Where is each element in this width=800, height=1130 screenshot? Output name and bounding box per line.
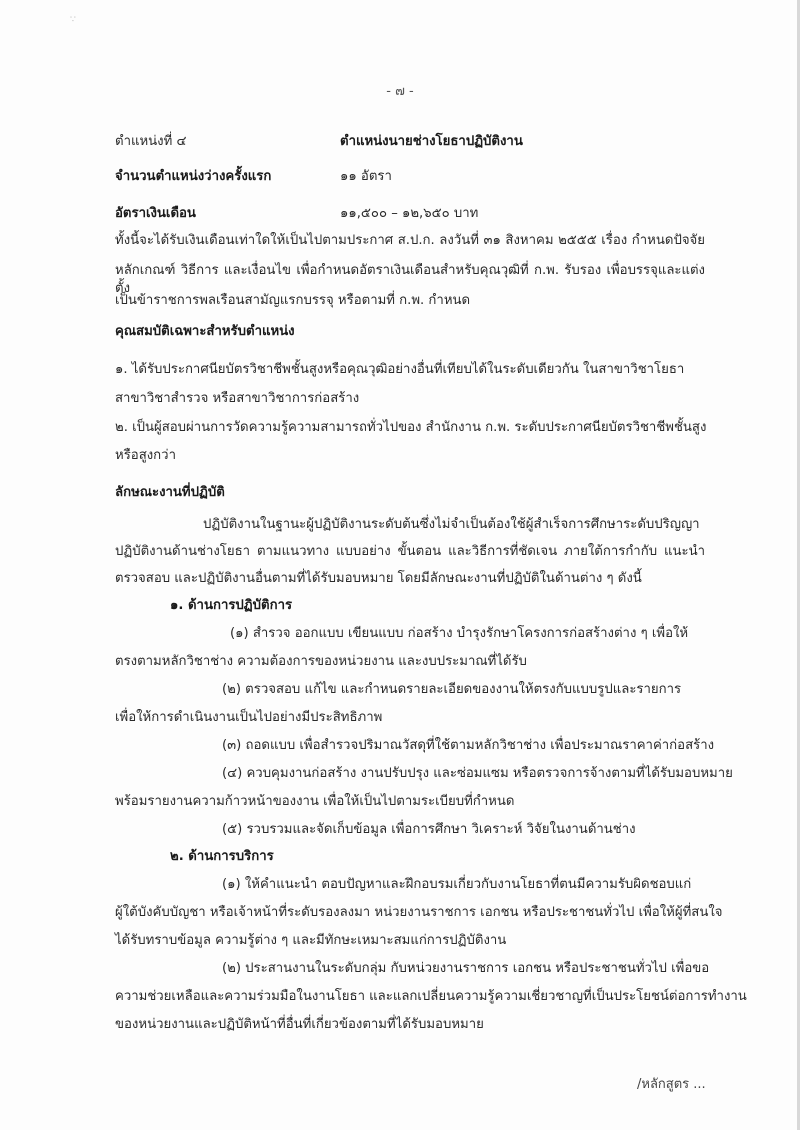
vacancies-value: ๑๑ อัตรา [340,169,392,184]
salary-label: อัตราเงินเดือน [115,206,196,221]
salary-note-line: ทั้งนี้จะได้รับเงินเดือนเท่าใดให้เป็นไปตามประกาศ ส.ป.ก. ลงวันที่ ๓๑ สิงหาคม ๒๕๕๕ เรื่อง กำหนดปัจจัย [115,233,705,248]
qualification-line: หรือสูงกว่า [115,448,176,463]
section1-line: (๕) รวบรวมและจัดเก็บข้อมูล เพื่อการศึกษา วิเคราะห์ วิจัยในงานด้านช่าง [222,822,636,837]
section1-line: (๑) สำรวจ ออกแบบ เขียนแบบ ก่อสร้าง บำรุงรักษาโครงการก่อสร้างต่าง ๆ เพื่อให้ [230,626,689,641]
section1-line: เพื่อให้การดำเนินงานเป็นไปอย่างมีประสิทธิภาพ [115,710,383,725]
page-number: - ๗ - [386,84,414,99]
section1-line: (๔) ควบคุมงานก่อสร้าง งานปรับปรุง และซ่อมแซม หรือตรวจการจ้างตามที่ได้รับมอบหมาย [222,766,733,781]
qualification-line: ๒. เป็นผู้สอบผ่านการวัดความรู้ความสามารถทั่วไปของ สำนักงาน ก.พ. ระดับประกาศนียบัตรวิชาชีพชั้นสูง [115,420,707,435]
salary-note-line: หลักเกณฑ์ วิธีการ และเงื่อนไข เพื่อกำหนดอัตราเงินเดือนสำหรับคุณวุฒิที่ ก.พ. รับรอง เพื่อบรรจุและแต่งตั้ง [115,263,705,296]
section2-line: ความช่วยเหลือและความร่วมมือในงานโยธา และแลกเปลี่ยนความรู้ความเชี่ยวชาญที่เป็นประโยชน์ต่อการทำงาน [115,989,747,1004]
section1-line: ตรงตามหลักวิชาช่าง ความต้องการของหน่วยงาน และงบประมาณที่ได้รับ [115,654,527,669]
section1-heading: ๑. ด้านการปฏิบัติการ [170,598,293,613]
qualifications-heading: คุณสมบัติเฉพาะสำหรับตำแหน่ง [115,324,295,339]
salary-note-line: เป็นข้าราชการพลเรือนสามัญแรกบรรจุ หรือตามที่ ก.พ. กำหนด [115,293,471,308]
section1-line: พร้อมรายงานความก้าวหน้าของงาน เพื่อให้เป็นไปตามระเบียบที่กำหนด [115,794,515,809]
section1-line: (๒) ตรวจสอบ แก้ไข และกำหนดรายละเอียดของงานให้ตรงกับแบบรูปและรายการ [222,682,682,697]
section2-line: (๒) ประสานงานในระดับกลุ่ม กับหน่วยงานราชการ เอกชน หรือประชาชนทั่วไป เพื่อขอ [222,961,710,976]
section1-line: (๓) ถอดแบบ เพื่อสำรวจปริมาณวัสดุที่ใช้ตามหลักวิชาช่าง เพื่อประมาณราคาค่าก่อสร้าง [222,738,715,753]
vacancies-label: จำนวนตำแหน่งว่างครั้งแรก [115,169,272,184]
duties-intro-line: ปฏิบัติงานด้านช่างโยธา ตามแนวทาง แบบอย่าง ขั้นตอน และวิธีการที่ชัดเจน ภายใต้การกำกับ แนะนำ [115,544,705,559]
duties-intro-line: ปฏิบัติงานในฐานะผู้ปฏิบัติงานระดับต้นซึ่งไม่จำเป็นต้องใช้ผู้สำเร็จการศึกษาระดับปริญญา [203,517,700,532]
continuation-footer: /หลักสูตร ... [637,1077,706,1092]
qualification-line: ๑. ได้รับประกาศนียบัตรวิชาชีพชั้นสูงหรือคุณวุฒิอย่างอื่นที่เทียบได้ในระดับเดียวกัน ในสาขาวิชาโยธา [115,362,685,377]
section2-line: (๑) ให้คำแนะนำ ตอบปัญหาและฝึกอบรมเกี่ยวกับงานโยธาที่ตนมีความรับผิดชอบแก่ [222,877,692,892]
salary-value: ๑๑,๕๐๐ – ๑๒,๖๕๐ บาท [340,206,479,221]
section2-line: ผู้ใต้บังคับบัญชา หรือเจ้าหน้าที่ระดับรองลงมา หน่วยงานราชการ เอกชน หรือประชาชนทั่วไป เพื่อให้ผู้ที่สนใจ [115,905,723,920]
position-title: ตำแหน่งนายช่างโยธาปฏิบัติงาน [340,134,523,149]
scan-speck: ∵ [70,15,76,25]
position-label: ตำแหน่งที่ ๔ [115,134,187,149]
qualification-line: สาขาวิชาสำรวจ หรือสาขาวิชาการก่อสร้าง [115,391,360,406]
duties-intro-line: ตรวจสอบ และปฏิบัติงานอื่นตามที่ได้รับมอบหมาย โดยมีลักษณะงานที่ปฏิบัติในด้านต่าง ๆ ดังนี้ [115,571,642,586]
section2-line: ได้รับทราบข้อมูล ความรู้ต่าง ๆ และมีทักษะเหมาะสมแก่การปฏิบัติงาน [115,933,507,948]
section2-heading: ๒. ด้านการบริการ [170,849,274,864]
section2-line: ของหน่วยงานและปฏิบัติหน้าที่อื่นที่เกี่ยวข้องตามที่ได้รับมอบหมาย [115,1017,484,1032]
duties-heading: ลักษณะงานที่ปฏิบัติ [115,485,225,500]
